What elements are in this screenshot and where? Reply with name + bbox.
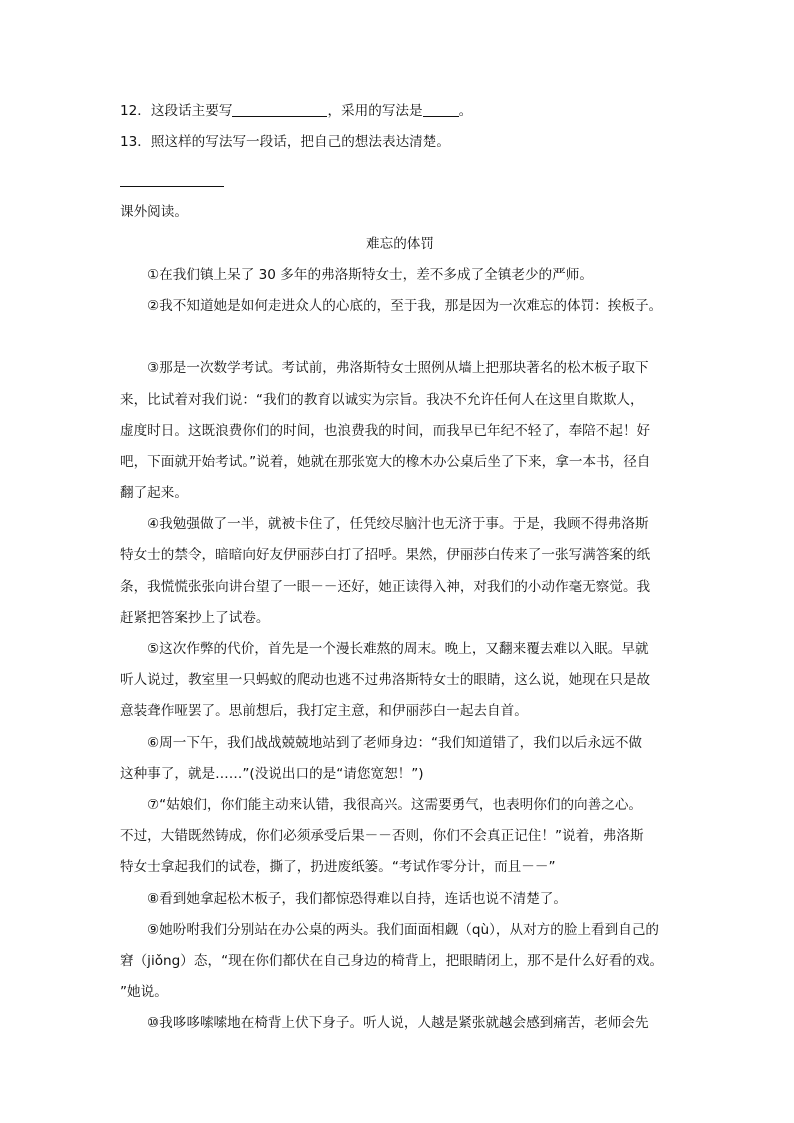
answer-line[interactable] [120,186,224,187]
article-title: 难忘的体罚 [366,235,434,252]
article-line: 这种事了，就是……”(没说出口的是“请您宽恕！”) [120,765,424,782]
question-12-middle: ，采用的写法是 [327,103,423,119]
article-line: ”她说。 [120,984,168,1001]
paragraph-gap [120,322,680,353]
article-line: ④我勉强做了一半，就被卡住了，任凭绞尽脑汁也无济于事。于是，我顾不得弗洛斯 [147,516,649,533]
article-body [120,260,680,1040]
question-12 [120,96,680,127]
article-line: 吧，下面就开始考试。”说着，她就在那张宽大的橡木办公桌后坐了下来，拿一本书，径自 [120,453,651,470]
question-13: 13．照这样的写法写一段话，把自己的想法表达清楚。 [120,134,450,151]
article-line: ⑦“姑娘们，你们能主动来认错，我很高兴。这需要勇气，也表明你们的向善之心。 [147,796,643,813]
article-line: ③那是一次数学考试。考试前，弗洛斯特女士照例从墙上把那块著名的松木板子取下 [147,360,649,377]
question-12-suffix: 。 [458,103,473,119]
article-line: ⑤这次作弊的代价，首先是一个漫长难熬的周末。晚上，又翻来覆去难以入眠。早就 [147,641,649,657]
document-page [120,96,680,1039]
article-line: ⑥周一下午，我们战战兢兢地站到了老师身边：“我们知道错了，我们以后永远不做 [147,734,643,751]
article-line: 听人说过，教室里一只蚂蚁的爬动也逃不过弗洛斯特女士的眼睛，这么说，她现在只是故 [120,672,651,689]
article-line: 特女士的禁令，暗暗向好友伊丽莎白打了招呼。果然，伊丽莎白传来了一张写满答案的纸 [120,547,651,564]
article-line: ⑩我哆哆嗦嗦地在椅背上伏下身子。听人说，人越是紧张就越会感到痛苦，老师会先 [147,1015,649,1032]
article-line: ①在我们镇上呆了 30 多年的弗洛斯特女士，差不多成了全镇老少的严师。 [147,266,593,283]
article-line: 赶紧把答案抄上了试卷。 [120,609,270,626]
article-line: 条，我慌慌张张向讲台望了一眼－－还好，她正读得入神，对我们的小动作毫无察觉。我 [120,578,651,595]
article-line: 来，比试着对我们说：“我们的教育以诚实为宗旨。我决不允许任何人在这里自欺欺人， [120,391,644,408]
article-line: ⑧看到她拿起松木板子，我们都惊恐得难以自持，连话也说不清楚了。 [147,890,567,907]
article-line: ⑨她吩咐我们分别站在办公桌的两头。我们面面相觑（qù），从对方的脸上看到自己的 [147,921,660,938]
article-line: ②我不知道她是如何走进众人的心底的，至于我，那是因为一次难忘的体罚：挨板子。 [147,297,663,314]
article-line: 窘（jiǒng）态，“现在你们都伏在自己身边的椅背上，把眼睛闭上，那不是什么好看的戏。 [120,952,664,969]
question-12-prefix: 12．这段话主要写 [120,103,233,119]
article-line: 特女士拿起我们的试卷，撕了，扔进废纸篓。“考试作零分计，而且－－” [120,859,556,876]
article-line: 虚度时日。这既浪费你们的时间，也浪费我的时间，而我早已年纪不轻了，奉陪不起！好 [120,422,651,439]
answer-blank-1[interactable] [232,102,327,117]
article-line: 不过，大错既然铸成，你们必须承受后果－－否则，你们不会真正记住！”说着，弗洛斯 [120,828,644,845]
section-label: 课外阅读。 [120,204,188,221]
article-line: 翻了起来。 [120,485,188,502]
answer-blank-2[interactable] [423,102,459,117]
article-line: 意装聋作哑罢了。思前想后，我打定主意，和伊丽莎白一起去自首。 [120,703,528,720]
